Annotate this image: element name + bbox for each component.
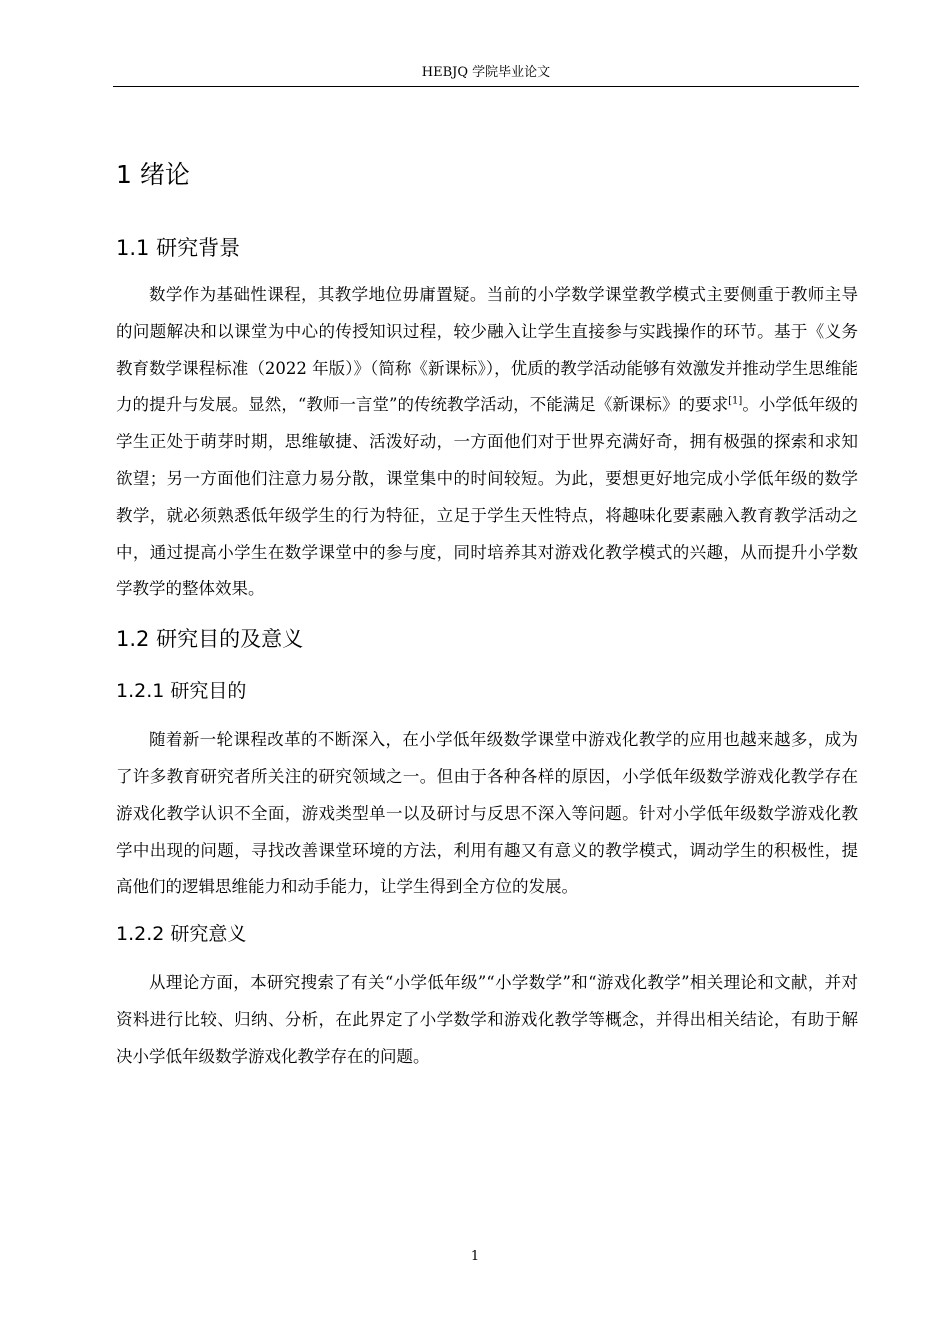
page-content <box>116 150 858 1076</box>
section-1-2-1-title: 1.2.1 研究目的 <box>116 680 247 703</box>
section-1-2-title: 1.2 研究目的及意义 <box>116 627 304 652</box>
header-rule <box>113 86 859 87</box>
citation-1: [1] <box>728 395 743 407</box>
section-1-2-2-title: 1.2.2 研究意义 <box>116 923 247 946</box>
section-1-1-title: 1.1 研究背景 <box>116 236 241 260</box>
running-header: HEBJQ 学院毕业论文 <box>421 65 551 80</box>
section-1-1-text-part2: 。小学低年级的学生正处于萌芽时期，思维敏捷、活泼好动，一方面他们对于世界充满好奇，拥有极强的探索和求知欲望；另一方面他们注意力易分散，课堂集中的时间较短。为此，要想更好地完成小学低年级的数学教学，就必须熟悉低年级学生的行为特征，立足于学生天性特点，将趣味化要素融入教育教学活动之中，通过提高小学生在数学课堂中的参与度，同时培养其对游戏化教学模式的兴趣，从而提升小学数学教学的整体效果。 <box>116 395 859 599</box>
section-1-2-2-paragraph: 从理论方面，本研究搜索了有关“小学低年级”“小学数学”和“游戏化教学”相关理论和文献，并对资料进行比较、归纳、分析，在此界定了小学数学和游戏化教学等概念，并得出相关结论，有助于解决小学低年级数学游戏化教学存在的问题。 <box>116 973 858 1066</box>
section-1-1-paragraph <box>116 277 858 608</box>
section-1-1-text-part1: 数学作为基础性课程，其教学地位毋庸置疑。当前的小学数学课堂教学模式主要侧重于教师主导的问题解决和以课堂为中心的传授知识过程，较少融入让学生直接参与实践操作的环节。基于《义务教育数学课程标准（2022 年版）》（简称《新课标》），优质的教学活动能够有效激发并推动学生思维能力的提升与发展。显然，“教师一言堂”的传统教学活动，不能满足《新课标》的要求 <box>116 285 858 415</box>
chapter-title: 1 绪论 <box>116 160 190 189</box>
section-1-2-1-paragraph: 随着新一轮课程改革的不断深入，在小学低年级数学课堂中游戏化教学的应用也越来越多，成为了许多教育研究者所关注的研究领域之一。但由于各种各样的原因，小学低年级数学游戏化教学存在游戏化教学认识不全面，游戏类型单一以及研讨与反思不深入等问题。针对小学低年级数学游戏化教学中出现的问题，寻找改善课堂环境的方法，利用有趣又有意义的教学模式，调动学生的积极性，提高他们的逻辑思维能力和动手能力，让学生得到全方位的发展。 <box>116 730 858 897</box>
page-number: 1 <box>470 1249 480 1264</box>
